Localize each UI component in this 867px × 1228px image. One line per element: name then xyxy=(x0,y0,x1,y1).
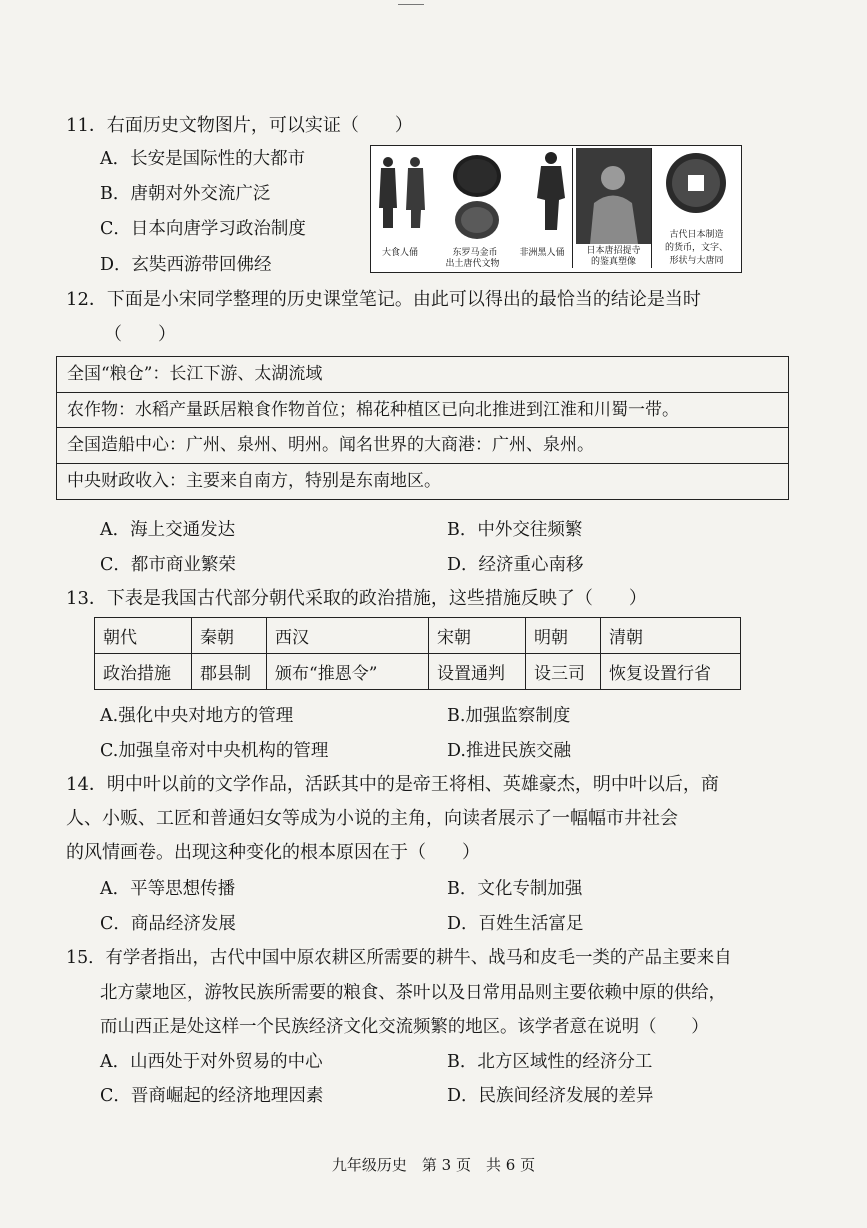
top-mark xyxy=(398,4,424,5)
table-row xyxy=(95,654,741,690)
note-row: 农作物：水稻产量跃居粮食作物首位；棉花种植区已向北推进到江淮和川蜀一带。 xyxy=(57,393,788,429)
q13-option-d: D.推进民族交融 xyxy=(447,741,571,761)
note-row: 全国造船中心：广州、泉州、明州。闻名世界的大商港：广州、泉州。 xyxy=(57,428,788,464)
q12-option-a: A．海上交通发达 xyxy=(100,520,236,540)
q11-option-c: C．日本向唐学习政治制度 xyxy=(100,219,306,239)
q15-option-b: B．北方区域性的经济分工 xyxy=(447,1052,653,1072)
note-row: 全国“粮仓”：长江下游、太湖流域 xyxy=(57,357,788,393)
jianzhen-statue-panel xyxy=(576,148,652,268)
q13-option-b: B.加强监察制度 xyxy=(447,706,571,726)
q14-option-b: B．文化专制加强 xyxy=(447,879,583,899)
arab-figurine-image xyxy=(379,157,397,228)
table-cell: 颁布“推恩令” xyxy=(267,654,429,690)
q15-option-c: C．晋商崛起的经济地理因素 xyxy=(100,1086,324,1106)
caption-img5-line2: 的货币，文字、 xyxy=(664,243,728,253)
q12-option-d: D．经济重心南移 xyxy=(447,555,584,575)
q15-line-2: 北方蒙地区，游牧民族所需要的粮食、茶叶以及日常用品则主要依赖中原的供给， xyxy=(100,983,727,1003)
table-cell: 设三司 xyxy=(526,654,601,690)
q13-option-c: C.加强皇帝对中央机构的管理 xyxy=(100,741,329,761)
q11-stem: 11．右面历史文物图片，可以实证（ ） xyxy=(66,115,413,136)
table-cell: 宋朝 xyxy=(429,618,526,654)
table-cell: 明朝 xyxy=(526,618,601,654)
table-cell: 朝代 xyxy=(95,618,192,654)
table-cell: 清朝 xyxy=(601,618,741,654)
q15-line-1: 15．有学者指出，古代中国中原农耕区所需要的耕牛、战马和皮毛一类的产品主要来自 xyxy=(66,948,732,968)
page-footer: 九年级历史 第 3 页 共 6 页 xyxy=(331,1156,536,1174)
q11-option-a: A．长安是国际性的大都市 xyxy=(100,149,306,169)
q14-option-c: C．商品经济发展 xyxy=(100,914,236,934)
q13-stem: 13．下表是我国古代部分朝代采取的政治措施，这些措施反映了（ ） xyxy=(66,588,647,609)
caption-img5-line1: 古代日本制造 xyxy=(669,230,724,240)
artifact-group-tang xyxy=(373,148,573,268)
q12-option-c: C．都市商业繁荣 xyxy=(100,555,236,575)
q15-line-3: 而山西正是处这样一个民族经济文化交流频繁的地区。该学者意在说明（ ） xyxy=(100,1017,709,1037)
note-row: 中央财政收入：主要来自南方，特别是东南地区。 xyxy=(67,470,441,491)
japanese-coin-image xyxy=(655,148,738,220)
caption-img2: 东罗马金币 xyxy=(452,248,498,258)
q14-option-a: A．平等思想传播 xyxy=(100,879,236,899)
q12-notes-box xyxy=(56,356,789,500)
table-cell: 郡县制 xyxy=(192,654,267,690)
table-cell: 政治措施 xyxy=(95,654,192,690)
q12-option-b: B．中外交往频繁 xyxy=(447,520,583,540)
q14-line-1: 14．明中叶以前的文学作品，活跃其中的是帝王将相、英雄豪杰，明中叶以后，商 xyxy=(66,774,719,795)
table-row xyxy=(95,618,741,654)
byzantine-coin-image xyxy=(453,155,501,239)
q13-option-a: A.强化中央对地方的管理 xyxy=(100,706,294,726)
arab-figurine-2-image xyxy=(406,157,425,228)
caption-group: 出土唐代文物 xyxy=(445,259,500,269)
q12-stem: 12．下面是小宋同学整理的历史课堂笔记。由此可以得出的最恰当的结论是当时 xyxy=(66,289,701,310)
caption-img1: 大食人俑 xyxy=(381,248,418,258)
q14-line-2: 人、小贩、工匠和普通妇女等成为小说的主角，向读者展示了一幅幅市井社会 xyxy=(66,808,678,829)
q15-option-d: D．民族间经济发展的差异 xyxy=(447,1086,654,1106)
q11-option-b: B．唐朝对外交流广泛 xyxy=(100,184,271,204)
q12-paren: （ ） xyxy=(104,324,176,345)
african-figurine-image xyxy=(537,152,565,230)
table-cell: 设置通判 xyxy=(429,654,526,690)
table-cell: 恢复设置行省 xyxy=(601,654,741,690)
q14-line-3: 的风情画卷。出现这种变化的根本原因在于（ ） xyxy=(66,842,480,863)
caption-img4-line1: 日本唐招提寺 xyxy=(586,246,641,256)
q11-option-d: D．玄奘西游带回佛经 xyxy=(100,255,272,275)
q15-option-a: A．山西处于对外贸易的中心 xyxy=(100,1052,323,1072)
jianzhen-statue-image xyxy=(576,148,651,244)
table-cell: 秦朝 xyxy=(192,618,267,654)
japanese-coin-panel xyxy=(655,148,738,268)
table-cell: 西汉 xyxy=(267,618,429,654)
q13-dynasty-table xyxy=(94,617,741,690)
q11-artifact-figure xyxy=(370,145,742,273)
caption-img5-line3: 形状与大唐同 xyxy=(669,256,724,266)
q14-option-d: D．百姓生活富足 xyxy=(447,914,584,934)
caption-img3: 非洲黑人俑 xyxy=(519,248,565,258)
caption-img4-line2: 的鉴真塑像 xyxy=(590,257,636,267)
